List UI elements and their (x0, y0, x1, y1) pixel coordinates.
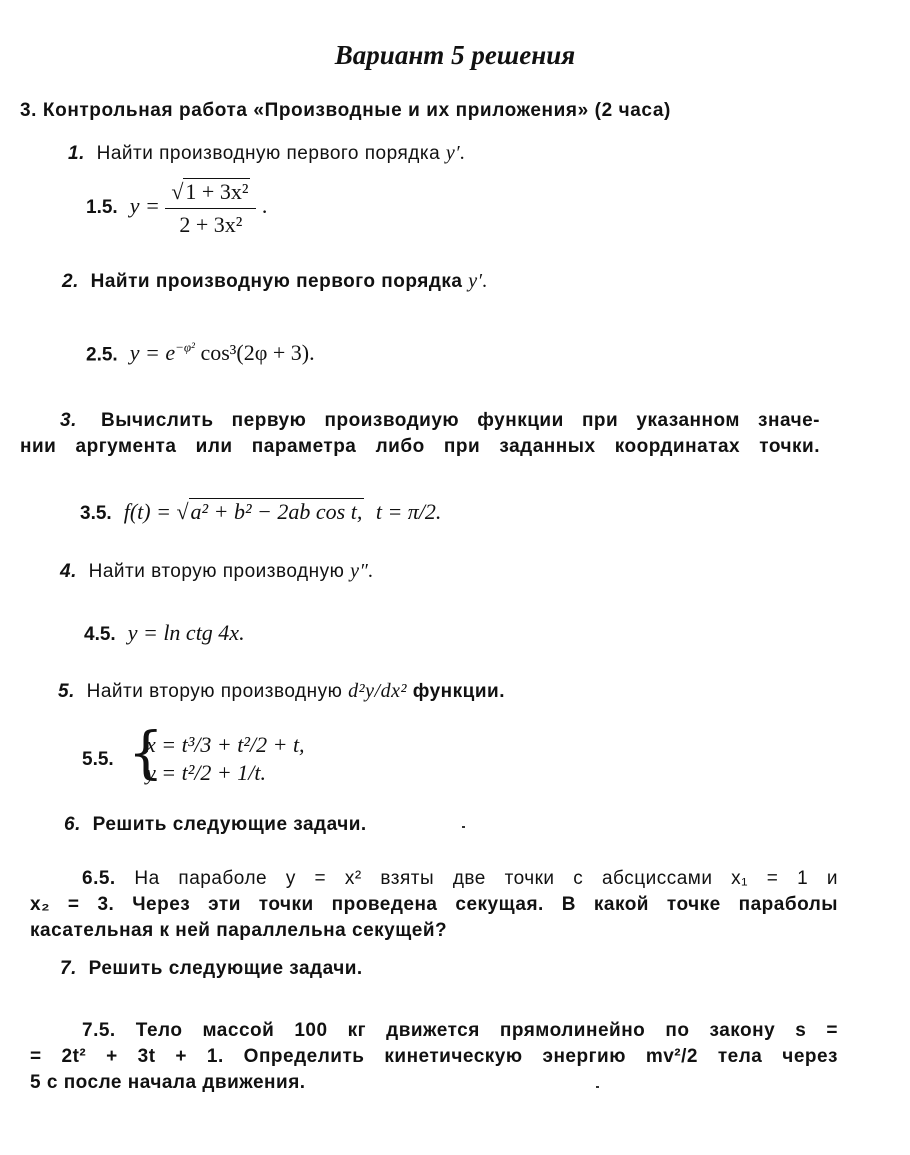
page-title: Вариант 5 решения (334, 40, 576, 70)
example-7-5-line-3: 5 с после начала движения. (30, 1072, 306, 1093)
example-5-5-line-1: x = t³/3 + t²/2 + t, (146, 732, 305, 757)
task-1-number: 1. (68, 143, 85, 164)
task-6 (64, 814, 367, 836)
task-7-text: Решить следующие задачи. (88, 958, 363, 979)
example-1-5 (86, 178, 267, 238)
example-7-5-line-2: = 2t² + 3t + 1. Определить кинетическую энергию mv²/2 тела через (30, 1046, 838, 1067)
task-4 (60, 560, 374, 583)
example-3-5-label: 3.5. (80, 503, 112, 524)
example-7-5 (30, 1018, 838, 1096)
task-4-text: Найти вторую производную (88, 561, 345, 582)
example-2-5-exponent: −φ² (175, 340, 195, 355)
task-2-variable: y′. (468, 270, 489, 292)
example-3-5-radicand: a² + b² − 2ab cos t, (190, 499, 363, 524)
task-6-number: 6. (64, 814, 81, 835)
task-1 (68, 142, 466, 165)
example-2-5-rest: cos³(2φ + 3). (200, 340, 315, 366)
example-4-5-label: 4.5. (84, 624, 116, 645)
example-1-5-fraction (165, 178, 256, 238)
example-1-5-numerator: 1 + 3x² (185, 179, 249, 204)
task-7-number: 7. (60, 958, 77, 979)
task-2-number: 2. (62, 271, 79, 292)
scan-speck (596, 1086, 599, 1088)
task-1-text: Найти производную первого порядка (96, 143, 441, 164)
example-1-5-tail: . (261, 193, 268, 219)
task-3-line-1: Вычислить первую производиую функции при указанном значе- (101, 410, 820, 431)
example-6-5-line-3: касательная к ней параллельна секущей? (30, 920, 448, 941)
scan-speck (462, 826, 465, 828)
task-1-variable: y′. (445, 142, 466, 164)
example-5-5-label: 5.5. (82, 749, 114, 770)
task-3 (60, 408, 820, 434)
task-3-line-2: нии аргумента или параметра либо при заданных координатах точки. (20, 436, 820, 457)
example-3-5-rhs: t = π/2. (375, 499, 442, 524)
left-brace-icon: { (128, 721, 164, 786)
example-6-5-line-2: x₂ = 3. Через эти точки проведена секущая. В какой точке параболы (30, 894, 838, 915)
example-6-5-line-1: На параболе y = x² взяты две точки с абсциссами x₁ = 1 и (134, 868, 839, 889)
task-5-variable: d²y/dx² (348, 680, 407, 702)
example-3-5 (80, 498, 441, 525)
task-4-variable: y″. (350, 560, 374, 582)
example-4-5 (84, 620, 245, 646)
task-3-number: 3. (60, 410, 77, 431)
example-5-5-line-2: y = t²/2 + 1/t. (146, 760, 267, 785)
example-2-5 (86, 340, 315, 366)
example-2-5-label: 2.5. (86, 344, 118, 366)
task-2-text: Найти производную первого порядка (90, 271, 463, 292)
example-3-5-lhs: f(t) = (123, 499, 171, 524)
example-1-5-denominator: 2 + 3x² (179, 212, 243, 237)
sqrt-sign-icon: √ (171, 179, 184, 204)
task-6-text: Решить следующие задачи. (92, 814, 367, 835)
example-4-5-formula: y = ln ctg 4x. (127, 620, 245, 645)
task-5-tail: функции. (412, 681, 505, 702)
example-6-5-label: 6.5. (82, 868, 116, 889)
example-6-5 (30, 866, 838, 944)
section-heading: 3. Контрольная работа «Производные и их приложения» (2 часа) (20, 100, 671, 121)
task-5-number: 5. (58, 681, 75, 702)
task-5-text: Найти вторую производную (86, 681, 343, 702)
example-7-5-line-1: Тело массой 100 кг движется прямолинейно по закону s = (135, 1020, 838, 1041)
example-1-5-lhs: y = (129, 193, 160, 219)
task-3-continuation (20, 434, 820, 460)
task-2 (62, 270, 488, 293)
example-7-5-label: 7.5. (82, 1020, 116, 1041)
sqrt-sign-icon: √ (176, 499, 189, 524)
task-5 (58, 680, 505, 703)
example-2-5-base: y = e (129, 340, 176, 366)
task-7 (60, 958, 363, 980)
task-4-number: 4. (60, 561, 77, 582)
example-1-5-label: 1.5. (86, 197, 118, 218)
